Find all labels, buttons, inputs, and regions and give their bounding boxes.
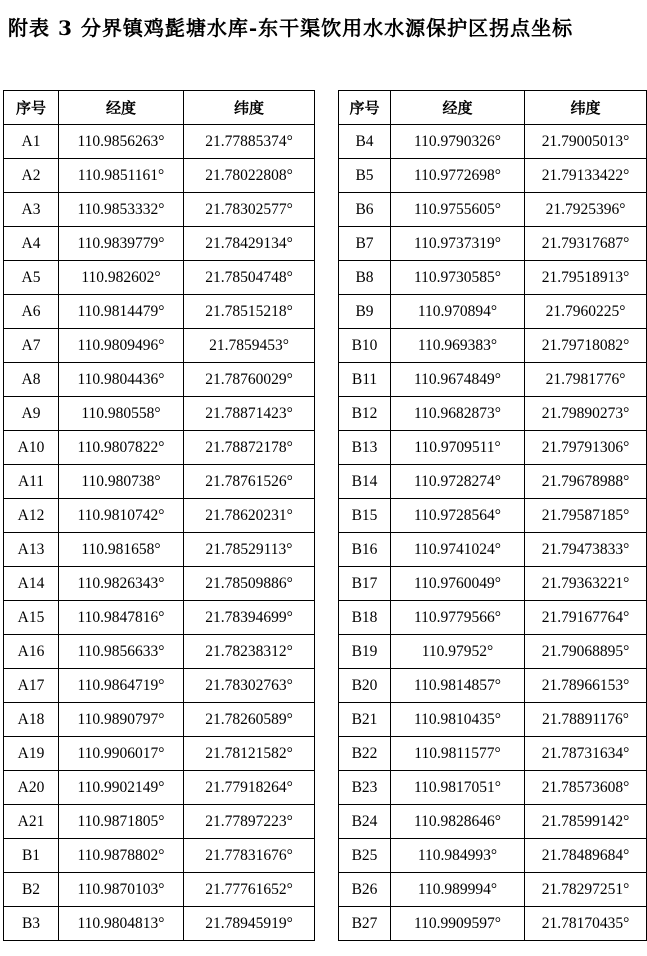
point-id-cell: B14: [339, 465, 391, 499]
longitude-cell: 110.9810742°: [59, 499, 184, 533]
longitude-cell: 110.9709511°: [391, 431, 525, 465]
point-id-cell: A10: [4, 431, 59, 465]
point-id-cell: A15: [4, 601, 59, 635]
latitude-cell: 21.78121582°: [184, 737, 315, 771]
latitude-cell: 21.7960225°: [525, 295, 647, 329]
table-row: [4, 227, 315, 261]
point-id-cell: A5: [4, 261, 59, 295]
longitude-cell: 110.969383°: [391, 329, 525, 363]
longitude-cell: 110.9810435°: [391, 703, 525, 737]
table-row: [4, 431, 315, 465]
point-id-cell: B24: [339, 805, 391, 839]
latitude-cell: 21.78297251°: [525, 873, 647, 907]
table-row: [339, 363, 647, 397]
longitude-cell: 110.9804436°: [59, 363, 184, 397]
point-id-cell: A7: [4, 329, 59, 363]
longitude-cell: 110.9847816°: [59, 601, 184, 635]
longitude-cell: 110.9851161°: [59, 159, 184, 193]
longitude-cell: 110.9817051°: [391, 771, 525, 805]
longitude-cell: 110.9864719°: [59, 669, 184, 703]
latitude-cell: 21.78504748°: [184, 261, 315, 295]
table-row: [339, 907, 647, 941]
header-latitude: 纬度: [184, 91, 315, 125]
latitude-cell: 21.77885374°: [184, 125, 315, 159]
latitude-cell: 21.78302577°: [184, 193, 315, 227]
latitude-cell: 21.78599142°: [525, 805, 647, 839]
point-id-cell: A11: [4, 465, 59, 499]
latitude-cell: 21.79363221°: [525, 567, 647, 601]
table-row: [4, 567, 315, 601]
table-row: [4, 465, 315, 499]
longitude-cell: 110.9814479°: [59, 295, 184, 329]
latitude-cell: 21.78394699°: [184, 601, 315, 635]
header-id: 序号: [339, 91, 391, 125]
table-row: [339, 431, 647, 465]
latitude-cell: 21.78529113°: [184, 533, 315, 567]
point-id-cell: A12: [4, 499, 59, 533]
table-row: [4, 125, 315, 159]
longitude-cell: 110.9772698°: [391, 159, 525, 193]
latitude-cell: 21.79791306°: [525, 431, 647, 465]
latitude-cell: 21.78260589°: [184, 703, 315, 737]
table-row: [4, 907, 315, 941]
latitude-cell: 21.79167764°: [525, 601, 647, 635]
latitude-cell: 21.77918264°: [184, 771, 315, 805]
point-id-cell: A6: [4, 295, 59, 329]
page-title: 附表 3 分界镇鸡髭塘水库-东干渠饮用水水源保护区拐点坐标: [8, 16, 574, 40]
latitude-cell: 21.79473833°: [525, 533, 647, 567]
latitude-cell: 21.78515218°: [184, 295, 315, 329]
point-id-cell: B27: [339, 907, 391, 941]
latitude-cell: 21.77761652°: [184, 873, 315, 907]
longitude-cell: 110.9811577°: [391, 737, 525, 771]
header-longitude: 经度: [391, 91, 525, 125]
point-id-cell: B20: [339, 669, 391, 703]
point-id-cell: B23: [339, 771, 391, 805]
table-row: [339, 839, 647, 873]
latitude-cell: 21.79587185°: [525, 499, 647, 533]
table-row: [339, 533, 647, 567]
latitude-cell: 21.78891176°: [525, 703, 647, 737]
longitude-cell: 110.970894°: [391, 295, 525, 329]
point-id-cell: B3: [4, 907, 59, 941]
longitude-cell: 110.9814857°: [391, 669, 525, 703]
latitude-cell: 21.79678988°: [525, 465, 647, 499]
longitude-cell: 110.9807822°: [59, 431, 184, 465]
table-row: [4, 363, 315, 397]
table-row: [4, 635, 315, 669]
longitude-cell: 110.9741024°: [391, 533, 525, 567]
header-latitude: 纬度: [525, 91, 647, 125]
longitude-cell: 110.982602°: [59, 261, 184, 295]
longitude-cell: 110.9728274°: [391, 465, 525, 499]
point-id-cell: B26: [339, 873, 391, 907]
point-id-cell: B12: [339, 397, 391, 431]
table-row: [4, 499, 315, 533]
longitude-cell: 110.9674849°: [391, 363, 525, 397]
point-id-cell: A2: [4, 159, 59, 193]
longitude-cell: 110.9870103°: [59, 873, 184, 907]
latitude-cell: 21.78429134°: [184, 227, 315, 261]
table-row: [4, 669, 315, 703]
point-id-cell: B18: [339, 601, 391, 635]
table-row: [4, 703, 315, 737]
longitude-cell: 110.9728564°: [391, 499, 525, 533]
table-row: [4, 295, 315, 329]
latitude-cell: 21.78871423°: [184, 397, 315, 431]
latitude-cell: 21.78573608°: [525, 771, 647, 805]
table-row: [4, 397, 315, 431]
point-id-cell: B16: [339, 533, 391, 567]
latitude-cell: 21.79890273°: [525, 397, 647, 431]
point-id-cell: B1: [4, 839, 59, 873]
longitude-cell: 110.9878802°: [59, 839, 184, 873]
point-id-cell: A18: [4, 703, 59, 737]
longitude-cell: 110.9853332°: [59, 193, 184, 227]
latitude-cell: 21.7981776°: [525, 363, 647, 397]
table-row: [4, 329, 315, 363]
latitude-cell: 21.78238312°: [184, 635, 315, 669]
point-id-cell: B9: [339, 295, 391, 329]
header-id: 序号: [4, 91, 59, 125]
coordinate-table-right: [338, 90, 647, 941]
table-row: [339, 567, 647, 601]
table-row: [339, 669, 647, 703]
latitude-cell: 21.7925396°: [525, 193, 647, 227]
table-row: [339, 771, 647, 805]
table-row: [339, 601, 647, 635]
table-row: [339, 295, 647, 329]
latitude-cell: 21.78731634°: [525, 737, 647, 771]
table-row: [339, 261, 647, 295]
point-id-cell: B17: [339, 567, 391, 601]
longitude-cell: 110.9779566°: [391, 601, 525, 635]
latitude-cell: 21.78170435°: [525, 907, 647, 941]
point-id-cell: A9: [4, 397, 59, 431]
latitude-cell: 21.78489684°: [525, 839, 647, 873]
point-id-cell: B13: [339, 431, 391, 465]
longitude-cell: 110.9890797°: [59, 703, 184, 737]
point-id-cell: A13: [4, 533, 59, 567]
latitude-cell: 21.79518913°: [525, 261, 647, 295]
longitude-cell: 110.9804813°: [59, 907, 184, 941]
longitude-cell: 110.9730585°: [391, 261, 525, 295]
latitude-cell: 21.78872178°: [184, 431, 315, 465]
point-id-cell: A4: [4, 227, 59, 261]
point-id-cell: B2: [4, 873, 59, 907]
table-row: [4, 193, 315, 227]
longitude-cell: 110.9856263°: [59, 125, 184, 159]
table-row: [339, 703, 647, 737]
table-row: [4, 601, 315, 635]
longitude-cell: 110.9755605°: [391, 193, 525, 227]
longitude-cell: 110.9909597°: [391, 907, 525, 941]
table-row: [339, 465, 647, 499]
point-id-cell: B15: [339, 499, 391, 533]
longitude-cell: 110.9902149°: [59, 771, 184, 805]
latitude-cell: 21.78966153°: [525, 669, 647, 703]
table-row: [339, 125, 647, 159]
point-id-cell: B22: [339, 737, 391, 771]
table-row: [4, 159, 315, 193]
table-row: [4, 533, 315, 567]
longitude-cell: 110.9790326°: [391, 125, 525, 159]
table-row: [339, 737, 647, 771]
longitude-cell: 110.9826343°: [59, 567, 184, 601]
point-id-cell: B25: [339, 839, 391, 873]
longitude-cell: 110.981658°: [59, 533, 184, 567]
coordinate-table-left: [3, 90, 315, 941]
latitude-cell: 21.78509886°: [184, 567, 315, 601]
table-row: [339, 805, 647, 839]
point-id-cell: A8: [4, 363, 59, 397]
point-id-cell: A3: [4, 193, 59, 227]
table-row: [339, 227, 647, 261]
table-row: [339, 499, 647, 533]
table-header-row: [4, 91, 315, 125]
table-row: [339, 329, 647, 363]
point-id-cell: A21: [4, 805, 59, 839]
table-row: [4, 805, 315, 839]
latitude-cell: 21.78761526°: [184, 465, 315, 499]
point-id-cell: B21: [339, 703, 391, 737]
longitude-cell: 110.984993°: [391, 839, 525, 873]
latitude-cell: 21.79718082°: [525, 329, 647, 363]
table-header-row: [339, 91, 647, 125]
table-row: [339, 873, 647, 907]
longitude-cell: 110.9682873°: [391, 397, 525, 431]
table-row: [339, 193, 647, 227]
table-row: [4, 737, 315, 771]
longitude-cell: 110.97952°: [391, 635, 525, 669]
longitude-cell: 110.9839779°: [59, 227, 184, 261]
longitude-cell: 110.9760049°: [391, 567, 525, 601]
header-longitude: 经度: [59, 91, 184, 125]
latitude-cell: 21.79068895°: [525, 635, 647, 669]
table-row: [4, 873, 315, 907]
point-id-cell: B11: [339, 363, 391, 397]
point-id-cell: A16: [4, 635, 59, 669]
longitude-cell: 110.9809496°: [59, 329, 184, 363]
latitude-cell: 21.79005013°: [525, 125, 647, 159]
point-id-cell: A1: [4, 125, 59, 159]
latitude-cell: 21.7859453°: [184, 329, 315, 363]
point-id-cell: B10: [339, 329, 391, 363]
latitude-cell: 21.79317687°: [525, 227, 647, 261]
point-id-cell: B4: [339, 125, 391, 159]
table-row: [339, 397, 647, 431]
latitude-cell: 21.78620231°: [184, 499, 315, 533]
point-id-cell: A14: [4, 567, 59, 601]
latitude-cell: 21.78022808°: [184, 159, 315, 193]
table-row: [4, 839, 315, 873]
table-row: [339, 635, 647, 669]
point-id-cell: A19: [4, 737, 59, 771]
table-row: [4, 261, 315, 295]
point-id-cell: A17: [4, 669, 59, 703]
point-id-cell: A20: [4, 771, 59, 805]
latitude-cell: 21.78945919°: [184, 907, 315, 941]
latitude-cell: 21.79133422°: [525, 159, 647, 193]
longitude-cell: 110.980738°: [59, 465, 184, 499]
longitude-cell: 110.9856633°: [59, 635, 184, 669]
longitude-cell: 110.989994°: [391, 873, 525, 907]
longitude-cell: 110.9737319°: [391, 227, 525, 261]
table-row: [339, 159, 647, 193]
longitude-cell: 110.9828646°: [391, 805, 525, 839]
longitude-cell: 110.9906017°: [59, 737, 184, 771]
latitude-cell: 21.78302763°: [184, 669, 315, 703]
point-id-cell: B8: [339, 261, 391, 295]
longitude-cell: 110.980558°: [59, 397, 184, 431]
latitude-cell: 21.77831676°: [184, 839, 315, 873]
point-id-cell: B5: [339, 159, 391, 193]
latitude-cell: 21.78760029°: [184, 363, 315, 397]
latitude-cell: 21.77897223°: [184, 805, 315, 839]
point-id-cell: B7: [339, 227, 391, 261]
longitude-cell: 110.9871805°: [59, 805, 184, 839]
point-id-cell: B19: [339, 635, 391, 669]
table-row: [4, 771, 315, 805]
point-id-cell: B6: [339, 193, 391, 227]
